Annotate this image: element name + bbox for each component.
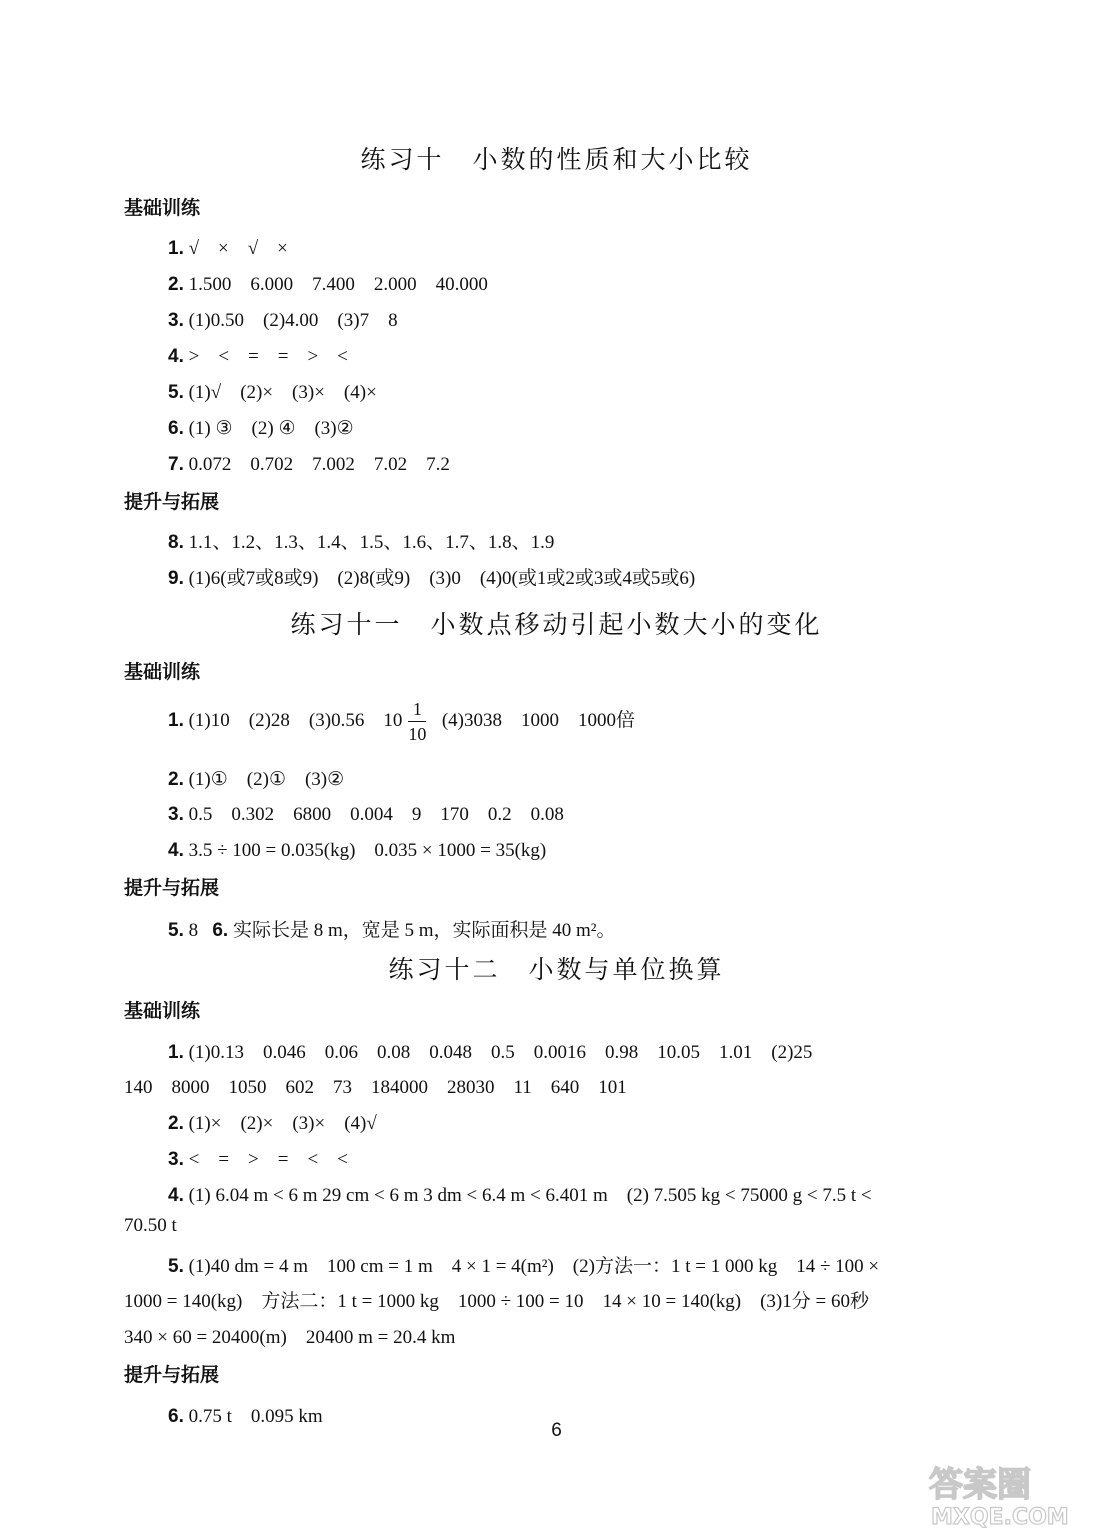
answer-text: √ × √ × <box>188 238 288 259</box>
ex12-q5 <box>168 1251 879 1278</box>
answer-text: 0.5 0.302 6800 0.004 9 170 0.2 0.08 <box>188 804 564 825</box>
fraction <box>408 700 426 743</box>
q-number: 6. <box>212 920 229 941</box>
exercise-11-title: 练习十一 小数点移动引起小数大小的变化 <box>290 610 823 639</box>
answer-text: 0.75 t 0.095 km <box>188 1406 323 1427</box>
q-number: 6. <box>168 418 184 439</box>
ex10-q6 <box>168 413 354 440</box>
q-number: 4. <box>168 840 184 861</box>
ex10-q8 <box>168 527 554 554</box>
ex12-q5-continued-1: 1000 = 140(kg) 方法二：1 t = 1000 kg 1000 ÷ 100 = 10 14 × 10 = 140(kg) (3)1分 = 60秒 <box>124 1291 869 1312</box>
answer-text: 1.500 6.000 7.400 2.000 40.000 <box>188 274 488 295</box>
ex12-q3 <box>168 1144 348 1171</box>
answer-text: 3.5 ÷ 100 = 0.035(kg) 0.035 × 1000 = 35(kg) <box>188 840 547 861</box>
ex12-q4-continued: 70.50 t <box>124 1215 177 1236</box>
q-number: 4. <box>168 1185 184 1206</box>
ex12-q1-continued: 140 8000 1050 602 73 184000 28030 11 640 101 <box>124 1077 627 1098</box>
q-number: 9. <box>168 568 184 589</box>
q-number: 2. <box>168 274 184 295</box>
ex12-q2 <box>168 1108 377 1135</box>
section-basic-training: 基础训练 <box>124 1000 201 1022</box>
ex12-q4 <box>168 1180 872 1207</box>
page-number: 6 <box>551 1420 562 1441</box>
answer-text: (1) 6.04 m < 6 m 29 cm < 6 m 3 dm < 6.4 m < 6.401 m (2) 7.505 kg < 75000 g < 7.5 t < <box>188 1185 872 1206</box>
q-number: 5. <box>168 382 184 403</box>
q-number: 1. <box>168 1042 184 1063</box>
q-number: 2. <box>168 1113 184 1134</box>
q-number: 6. <box>168 1406 184 1427</box>
ex12-q5-continued-2: 340 × 60 = 20400(m) 20400 m = 20.4 km <box>124 1327 456 1348</box>
ex10-q1 <box>168 233 288 260</box>
answer-text: (1)0.50 (2)4.00 (3)7 8 <box>188 310 398 331</box>
q-number: 5. <box>168 1256 184 1277</box>
answer-text: (1) ③ (2) ④ (3)② <box>188 418 354 439</box>
ex11-q2 <box>168 764 344 791</box>
q-number: 2. <box>168 769 184 790</box>
answer-text: < = > = < < <box>188 1149 348 1170</box>
section-basic-training: 基础训练 <box>124 197 201 219</box>
exercise-10-title: 练习十 小数的性质和大小比较 <box>360 145 753 174</box>
answer-text: (1)10 (2)28 (3)0.56 10 <box>188 709 403 731</box>
q-number: 4. <box>168 346 184 367</box>
ex10-q3 <box>168 305 398 332</box>
ex11-q3 <box>168 799 564 826</box>
q-number: 3. <box>168 310 184 331</box>
watermark-logo <box>925 1458 1103 1530</box>
ex12-q1 <box>168 1037 812 1064</box>
section-extension: 提升与拓展 <box>124 1364 220 1386</box>
fraction-denominator: 10 <box>408 724 427 744</box>
ex10-q9 <box>168 563 695 590</box>
answer-text: (1)× (2)× (3)× (4)√ <box>188 1113 377 1134</box>
section-basic-training: 基础训练 <box>124 661 201 683</box>
q-number: 8. <box>168 532 184 553</box>
exercise-12-title: 练习十二 小数与单位换算 <box>388 955 725 984</box>
watermark-logo-top: 答案圈 <box>929 1465 1031 1505</box>
section-extension: 提升与拓展 <box>124 491 220 513</box>
answer-text: 实际长是 8 m，宽是 5 m，实际面积是 40 m²。 <box>232 920 616 941</box>
answer-text: 8 <box>188 920 199 941</box>
q-number: 1. <box>168 709 184 731</box>
answer-text: (1)6(或7或8或9) (2)8(或9) (3)0 (4)0(或1或2或3或4或5或6) <box>188 568 696 589</box>
fraction-numerator: 1 <box>408 700 426 722</box>
answer-text: (1)0.13 0.046 0.06 0.08 0.048 0.5 0.0016 0.98 10.05 1.01 (2)25 <box>188 1042 813 1063</box>
q-number: 3. <box>168 804 184 825</box>
ex10-q2 <box>168 269 488 296</box>
ex10-q4 <box>168 341 348 368</box>
q-number: 1. <box>168 238 184 259</box>
section-extension: 提升与拓展 <box>124 877 220 899</box>
q-number: 5. <box>168 920 184 941</box>
q-number: 3. <box>168 1149 184 1170</box>
answer-text: (1)40 dm = 4 m 100 cm = 1 m 4 × 1 = 4(m²) (2)方法一：1 t = 1 000 kg 14 ÷ 100 × <box>188 1256 880 1277</box>
answer-text: (4)3038 1000 1000倍 <box>441 709 635 731</box>
answer-text: 1.1、1.2、1.3、1.4、1.5、1.6、1.7、1.8、1.9 <box>188 532 555 553</box>
ex10-q7 <box>168 449 450 476</box>
q-number: 7. <box>168 454 184 475</box>
answer-text: 0.072 0.702 7.002 7.02 7.2 <box>188 454 450 475</box>
watermark-logo-bottom: MXQE.COM <box>931 1505 1069 1530</box>
ex10-q5 <box>168 377 377 404</box>
answer-text: > < = = > < <box>188 346 348 367</box>
ex11-q4 <box>168 835 546 862</box>
answer-text: (1)① (2)① (3)② <box>188 769 345 790</box>
answer-text: (1)√ (2)× (3)× (4)× <box>188 382 377 403</box>
ex11-q5-q6 <box>168 915 616 942</box>
ex11-q1 <box>168 700 635 743</box>
